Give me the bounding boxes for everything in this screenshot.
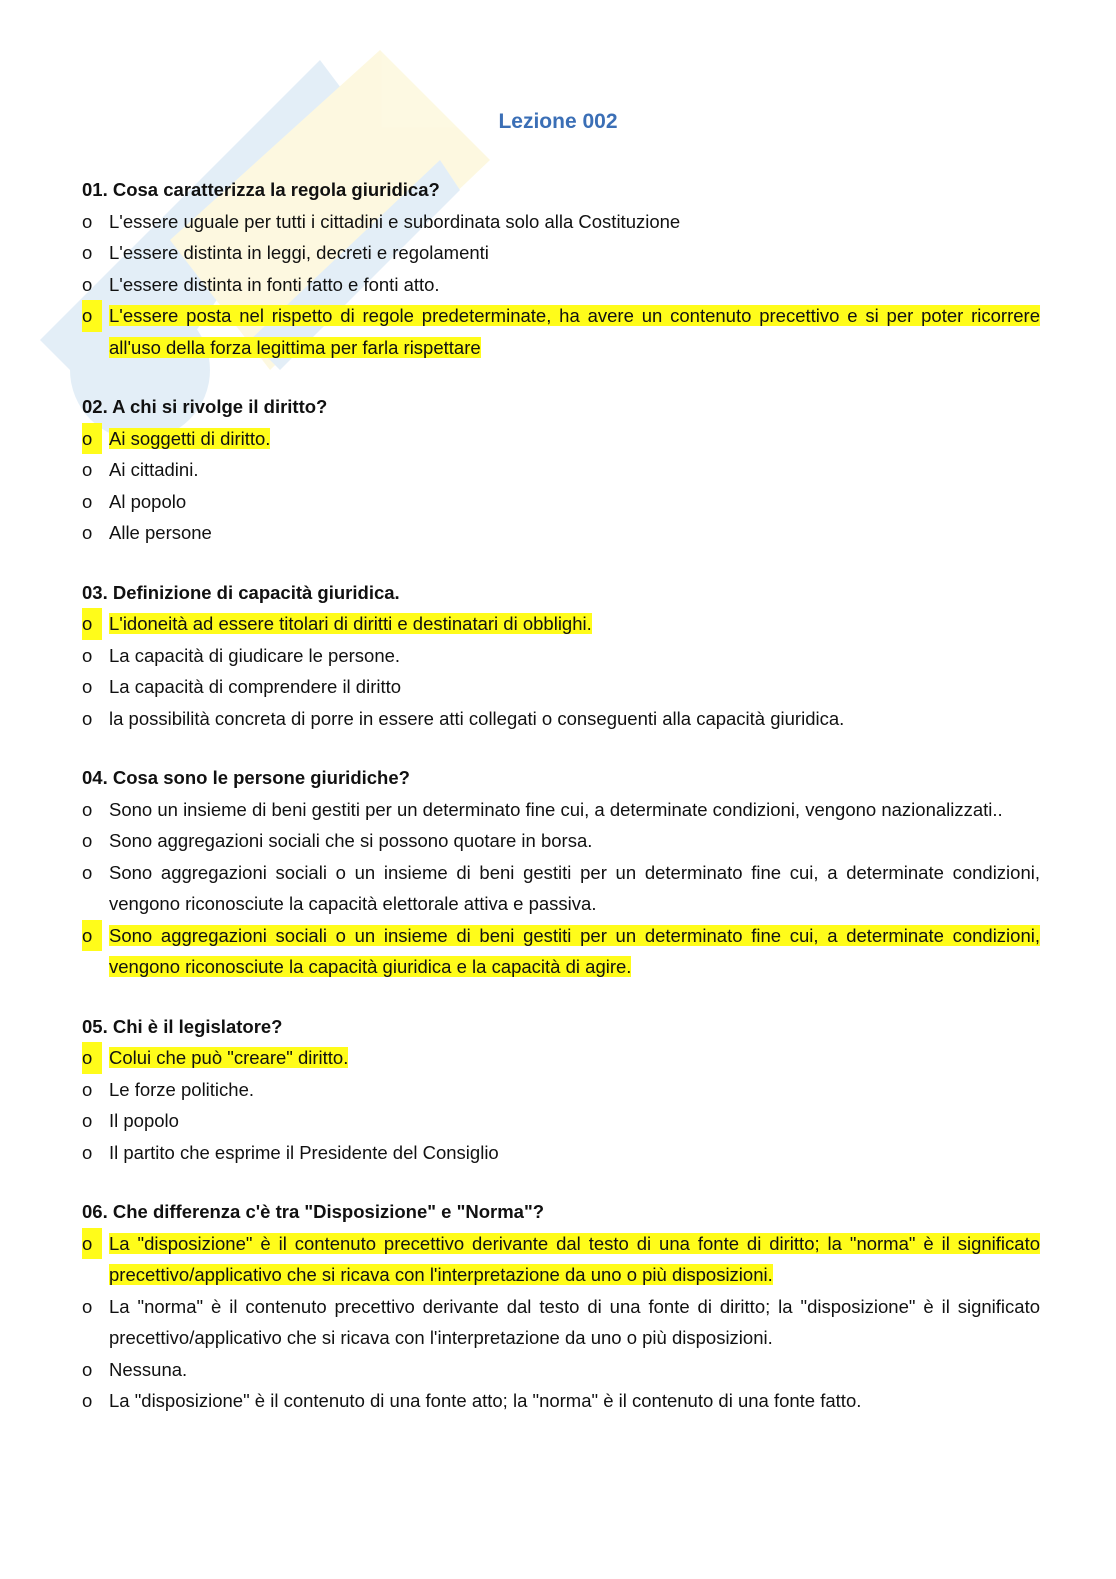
answer-option	[82, 640, 1040, 672]
question-text: 03. Definizione di capacità giuridica.	[82, 581, 400, 603]
answer-option	[82, 269, 1040, 301]
bullet-icon: o	[82, 1141, 93, 1163]
page-title: Lezione 002	[498, 110, 618, 133]
question-text: 01. Cosa caratterizza la regola giuridica?	[82, 179, 440, 200]
answer-option	[82, 1137, 1040, 1169]
bullet-icon: o	[82, 830, 93, 851]
answer-text: Il popolo	[109, 1110, 179, 1131]
answer-text: la possibilità concreta di porre in essere atti collegati o conseguenti alla capacità giuridica.	[109, 707, 845, 729]
answer-option-correct	[82, 920, 1040, 983]
question-text: 02. A chi si rivolge il diritto?	[82, 396, 328, 417]
answer-text: Ai cittadini.	[109, 459, 199, 480]
answer-text: Sono aggregazioni sociali o un insieme di beni gestiti per un determinato fine cui, a determinate condizioni, vengono riconosciute la capacità elettorale attiva e passiva.	[109, 861, 1040, 914]
bullet-icon: o	[82, 1228, 102, 1260]
answer-text: L'essere posta nel rispetto di regole predeterminate, ha avere un contenuto precettivo e si per poter ricorrere all'uso della forza legittima per farla rispettare	[109, 305, 1040, 358]
answer-text: L'idoneità ad essere titolari di diritti e destinatari di obblighi.	[109, 613, 592, 634]
question-03	[82, 577, 1040, 735]
answer-option	[82, 206, 1040, 238]
answer-option	[82, 454, 1040, 486]
bullet-icon: o	[82, 242, 93, 263]
bullet-icon: o	[82, 1078, 93, 1100]
bullet-icon: o	[82, 459, 93, 480]
answer-text: Il partito che esprime il Presidente del Consiglio	[109, 1141, 499, 1163]
bullet-icon: o	[82, 798, 93, 820]
answer-text: La "disposizione" è il contenuto di una fonte atto; la "norma" è il contenuto di una fonte fatto.	[109, 1390, 862, 1411]
answer-option	[82, 517, 1040, 549]
answer-text: La "norma" è il contenuto precettivo derivante dal testo di una fonte di diritto; la "disposizione" è il significato precettivo/applicativo che si ricava con l'interpretazione da uno o più disposizioni.	[109, 1295, 1040, 1348]
answer-option	[82, 1074, 1040, 1106]
question-text: 04. Cosa sono le persone giuridiche?	[82, 767, 410, 788]
bullet-icon: o	[82, 490, 93, 512]
bullet-icon: o	[82, 644, 93, 666]
answer-option-correct	[82, 1228, 1040, 1291]
answer-text: Sono aggregazioni sociali che si possono quotare in borsa.	[109, 830, 593, 851]
answer-option-correct	[82, 423, 1040, 455]
bullet-icon: o	[82, 676, 93, 697]
answer-text: Le forze politiche.	[109, 1078, 255, 1100]
bullet-icon: o	[82, 1042, 102, 1074]
bullet-icon: o	[82, 1110, 93, 1131]
answer-option-correct	[82, 1042, 1040, 1074]
answer-text: La capacità di giudicare le persone.	[109, 644, 401, 666]
answer-text: L'essere uguale per tutti i cittadini e subordinata solo alla Costituzione	[109, 210, 681, 232]
bullet-icon: o	[82, 861, 93, 883]
answer-option	[82, 237, 1040, 269]
bullet-icon: o	[82, 273, 93, 295]
bullet-icon: o	[82, 1295, 93, 1317]
answer-option	[82, 1354, 1040, 1386]
answer-text: Ai soggetti di diritto.	[109, 427, 271, 449]
answer-option	[82, 1105, 1040, 1137]
answer-text: Colui che può "creare" diritto.	[109, 1047, 349, 1068]
question-text: 05. Chi è il legislatore?	[82, 1015, 283, 1037]
answer-text: Alle persone	[109, 522, 212, 543]
question-05	[82, 1011, 1040, 1169]
answer-text: L'essere distinta in fonti fatto e fonti atto.	[109, 273, 440, 295]
question-text: 06. Che differenza c'è tra "Disposizione" e "Norma"?	[82, 1201, 545, 1222]
answer-option-correct	[82, 608, 1040, 640]
question-04	[82, 762, 1040, 983]
bullet-icon: o	[82, 707, 93, 729]
answer-text: Nessuna.	[109, 1358, 188, 1380]
answer-text: L'essere distinta in leggi, decreti e regolamenti	[109, 242, 489, 263]
answer-option	[82, 671, 1040, 703]
answer-text: La capacità di comprendere il diritto	[109, 676, 402, 697]
bullet-icon: o	[82, 1358, 93, 1380]
question-06	[82, 1196, 1040, 1417]
bullet-icon: o	[82, 522, 93, 543]
answer-option	[82, 703, 1040, 735]
answer-text: Sono un insieme di beni gestiti per un determinato fine cui, a determinate condizioni, vengono nazionalizzati..	[109, 798, 1003, 820]
bullet-icon: o	[82, 210, 93, 232]
answer-option	[82, 794, 1040, 826]
answer-option	[82, 1385, 1040, 1417]
answer-option	[82, 486, 1040, 518]
answer-text: Sono aggregazioni sociali o un insieme di beni gestiti per un determinato fine cui, a determinate condizioni, vengono riconosciute la capacità giuridica e la capacità di agire.	[109, 924, 1040, 977]
question-02	[82, 391, 1040, 549]
answer-option	[82, 1291, 1040, 1354]
answer-text: Al popolo	[109, 490, 187, 512]
bullet-icon: o	[82, 1390, 93, 1411]
answer-option	[82, 857, 1040, 920]
quiz-content	[82, 174, 1040, 1445]
answer-text: La "disposizione" è il contenuto precettivo derivante dal testo di una fonte di diritto; la "norma" è il significato precettivo/applicativo che si ricava con l'interpretazione da uno o più disposizioni.	[109, 1232, 1040, 1285]
bullet-icon: o	[82, 423, 102, 455]
answer-option	[82, 825, 1040, 857]
bullet-icon: o	[82, 608, 102, 640]
bullet-icon: o	[82, 300, 102, 332]
answer-option-correct	[82, 300, 1040, 363]
question-01	[82, 174, 1040, 363]
bullet-icon: o	[82, 920, 102, 952]
